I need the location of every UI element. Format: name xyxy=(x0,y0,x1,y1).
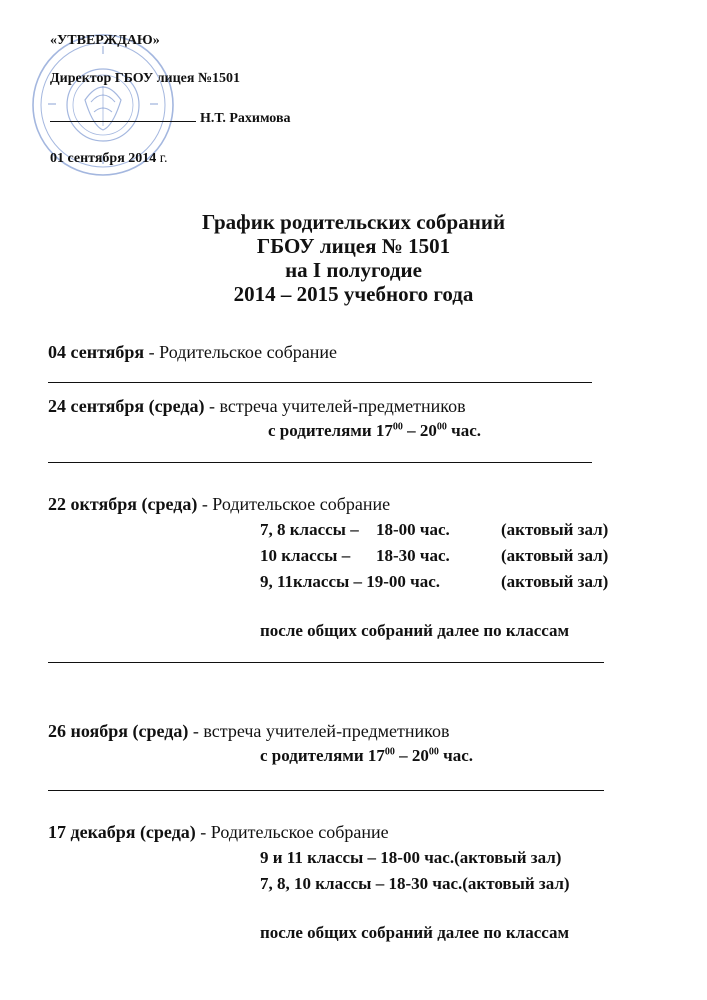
approval-heading: «УТВЕРЖДАЮ» xyxy=(50,33,160,48)
event-time: с родителями $17^{00} - 20^{00}$ час. xyxy=(268,421,482,440)
signature-line xyxy=(50,112,291,126)
event-date: 26 ноября (среда) xyxy=(48,721,189,741)
schedule-row: 7, 8 классы – xyxy=(260,520,359,539)
title-line-1: График родительских собраний xyxy=(201,210,506,234)
event-date: 17 декабря (среда) xyxy=(48,822,196,842)
schedule-row: 10 классы – xyxy=(260,546,351,565)
event-november-26 xyxy=(48,721,449,742)
director-name: Н.Т. Рахимова xyxy=(200,111,291,126)
schedule-row-time: 18-00 час. xyxy=(376,520,450,539)
event-date: 22 октября (среда) xyxy=(48,494,198,514)
schedule-row-place: (актовый зал) xyxy=(501,546,609,565)
event-description: - встреча учителей-предметников xyxy=(188,721,450,741)
event-september-04 xyxy=(48,342,337,363)
signature-blank xyxy=(50,121,196,122)
document-title xyxy=(0,210,707,306)
title-line-3: на I полугодие xyxy=(285,258,422,282)
title-line-4: 2014 – 2015 учебного года xyxy=(233,282,474,306)
title-line-2: ГБОУ лицея № 1501 xyxy=(256,234,451,258)
schedule-note: после общих собраний далее по классам xyxy=(260,923,570,942)
divider-4 xyxy=(48,790,604,791)
schedule-row: 9 и 11 классы – 18-00 час.(актовый зал) xyxy=(260,848,562,867)
schedule-row-time: 18-30 час. xyxy=(376,546,450,565)
event-december-17 xyxy=(48,822,389,843)
director-position: Директор ГБОУ лицея №1501 xyxy=(50,71,241,86)
divider-3 xyxy=(48,662,604,663)
event-description: - встреча учителей-предметников xyxy=(204,396,466,416)
divider-2 xyxy=(48,462,592,463)
event-description: - Родительское собрание xyxy=(197,494,391,514)
schedule-row: 7, 8, 10 классы – 18-30 час.(актовый зал) xyxy=(260,874,570,893)
event-september-24 xyxy=(48,396,466,417)
schedule-row-place: (актовый зал) xyxy=(501,572,609,591)
event-october-22 xyxy=(48,494,390,515)
event-date: 04 сентября xyxy=(48,342,145,362)
approval-date-value: 01 сентября 2014 xyxy=(50,151,157,166)
schedule-row-place: (актовый зал) xyxy=(501,520,609,539)
event-time: с родителями $17^{00} - 20^{00}$ час. xyxy=(260,746,474,765)
divider-1 xyxy=(48,382,592,383)
approval-date-suffix: г. xyxy=(156,151,168,166)
schedule-row: 9, 11классы – 19-00 час. xyxy=(260,572,441,591)
event-description: - Родительское собрание xyxy=(195,822,389,842)
schedule-note: после общих собраний далее по классам xyxy=(260,621,570,640)
event-date: 24 сентября (среда) xyxy=(48,396,205,416)
event-description: - Родительское собрание xyxy=(144,342,337,362)
approval-date xyxy=(50,152,167,166)
